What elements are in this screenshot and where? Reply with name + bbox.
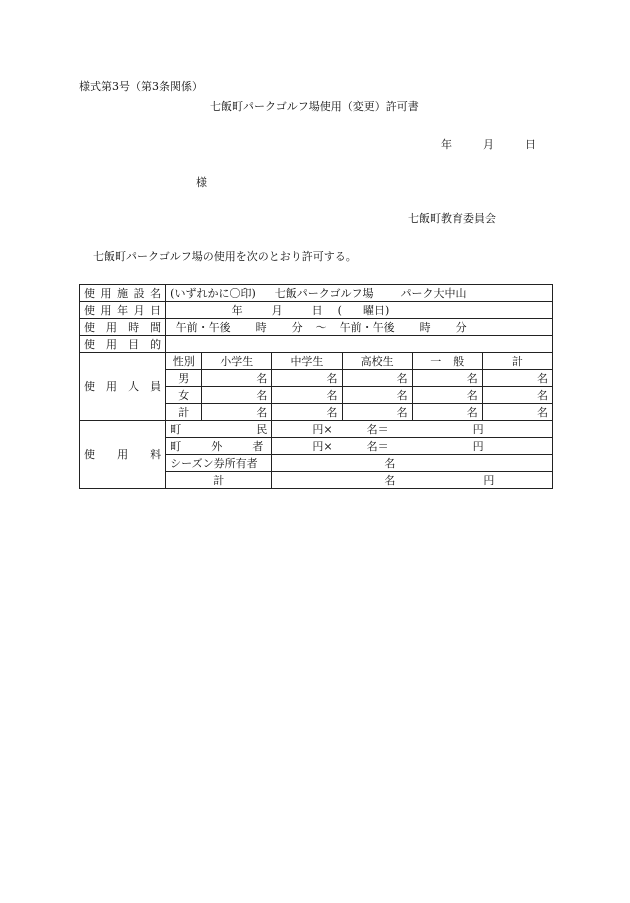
- use-date-weekday-close: 曜日): [362, 303, 390, 317]
- start-minute: 分: [291, 320, 303, 334]
- facility-label: 使用施設名: [80, 285, 166, 302]
- count-unit: 名: [482, 404, 552, 421]
- use-date-row: [80, 302, 553, 319]
- facility-option-onakayama: パーク大中山: [400, 286, 467, 300]
- facility-value: [166, 285, 553, 302]
- end-hour: 時: [419, 320, 431, 334]
- time-range-tilde: ～: [315, 320, 327, 334]
- date-month: 月: [483, 138, 494, 151]
- fee-row-residents: [80, 421, 553, 438]
- fee-calc-residents: [272, 421, 553, 438]
- date-day: 日: [525, 138, 536, 151]
- fee-calc-nonresidents: [272, 438, 553, 455]
- purpose-value: [166, 336, 553, 353]
- form-reference: 様式第3号（第3条関係）: [79, 80, 203, 93]
- fee-total-label: 計: [166, 472, 272, 489]
- count-unit: 名: [202, 370, 272, 387]
- use-date-day: 日: [311, 303, 323, 317]
- use-date-month: 月: [271, 303, 283, 317]
- use-date-year: 年: [231, 303, 243, 317]
- users-label: 使用人員: [80, 353, 166, 421]
- document-title: 七飯町パークゴルフ場使用（変更）許可書: [210, 100, 419, 113]
- count-unit: 名: [342, 387, 412, 404]
- use-time-label: 使用時間: [80, 319, 166, 336]
- purpose-label: 使用目的: [80, 336, 166, 353]
- count-unit: 名: [412, 404, 482, 421]
- fee-category-nonresidents: 町 外 者: [166, 438, 272, 455]
- fee-yen-times: 円×: [312, 422, 333, 436]
- fee-calc-season-pass: [272, 455, 553, 472]
- fee-yen-times: 円×: [312, 439, 333, 453]
- fee-yen: 円: [472, 422, 484, 436]
- end-minute: 分: [455, 320, 467, 334]
- start-hour: 時: [255, 320, 267, 334]
- fee-label: 使用料: [80, 421, 166, 489]
- fee-category-residents: 町 民: [166, 421, 272, 438]
- count-unit: 名: [202, 387, 272, 404]
- permission-statement: 七飯町パークゴルフ場の使用を次のとおり許可する。: [93, 250, 357, 263]
- fee-yen: 円: [483, 473, 495, 487]
- count-unit: 名: [202, 404, 272, 421]
- users-row-label: 男: [166, 370, 202, 387]
- users-header-general: 一般: [412, 353, 482, 370]
- users-header-elementary: 小学生: [202, 353, 272, 370]
- users-row-label: 女: [166, 387, 202, 404]
- count-unit: 名: [342, 404, 412, 421]
- fee-total-calc: [272, 472, 553, 489]
- count-unit: 名: [342, 370, 412, 387]
- facility-row: [80, 285, 553, 302]
- users-header-row: [80, 353, 553, 370]
- users-header-gender: 性別: [166, 353, 202, 370]
- users-header-junior-high: 中学生: [272, 353, 342, 370]
- count-unit: 名: [412, 387, 482, 404]
- users-row-label: 計: [166, 404, 202, 421]
- fee-people-eq: 名＝: [366, 422, 389, 436]
- use-date-value: [166, 302, 553, 319]
- fee-category-season-pass: シーズン券所有者: [166, 455, 272, 472]
- fee-yen: 円: [472, 439, 484, 453]
- count-unit: 名: [272, 387, 342, 404]
- use-date-label: 使用年月日: [80, 302, 166, 319]
- start-ampm: 午前・午後: [175, 320, 231, 334]
- count-unit: 名: [482, 387, 552, 404]
- count-unit: 名: [272, 370, 342, 387]
- purpose-row: [80, 336, 553, 353]
- facility-option-nanae: 七飯パークゴルフ場: [274, 286, 374, 300]
- count-unit: 名: [272, 404, 342, 421]
- permit-table: [79, 284, 553, 489]
- use-time-value: [166, 319, 553, 336]
- issue-date: [441, 138, 536, 152]
- facility-note: (いずれかに〇印): [170, 286, 256, 300]
- addressee-suffix: 様: [196, 176, 207, 189]
- use-time-row: [80, 319, 553, 336]
- date-year: 年: [441, 138, 452, 151]
- count-unit: 名: [412, 370, 482, 387]
- fee-people: 名: [384, 456, 396, 470]
- issuer-name: 七飯町教育委員会: [408, 212, 496, 225]
- users-header-high-school: 高校生: [342, 353, 412, 370]
- use-date-weekday-open: (: [337, 303, 342, 317]
- fee-people: 名: [384, 473, 396, 487]
- fee-people-eq: 名＝: [366, 439, 389, 453]
- users-header-total: 計: [482, 353, 552, 370]
- end-ampm: 午前・午後: [339, 320, 395, 334]
- count-unit: 名: [482, 370, 552, 387]
